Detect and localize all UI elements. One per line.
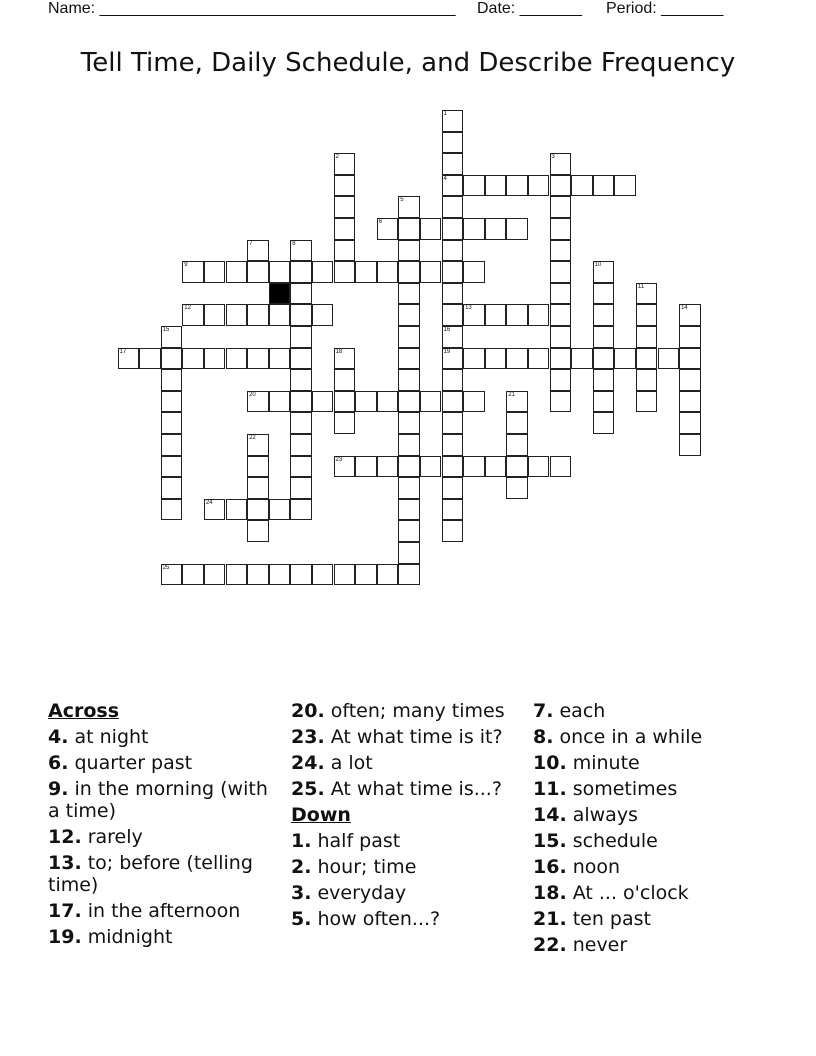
clue-text: in the afternoon (81, 900, 241, 922)
grid-cell[interactable] (355, 564, 377, 586)
grid-cell[interactable] (442, 110, 464, 132)
clue-number: 23 (335, 456, 343, 463)
grid-cell[interactable] (636, 369, 658, 391)
clue-number-label: 22. (533, 934, 567, 956)
grid-cell[interactable] (161, 348, 183, 370)
grid-cell[interactable] (226, 348, 248, 370)
grid-cell[interactable] (506, 456, 528, 478)
grid-cell[interactable] (118, 348, 140, 370)
clue-number-label: 18. (533, 882, 567, 904)
clue-text: At what time is...? (324, 778, 502, 800)
grid-cell[interactable] (636, 304, 658, 326)
grid-cell[interactable] (290, 456, 312, 478)
grid-cell[interactable] (290, 261, 312, 283)
grid-cell[interactable] (442, 499, 464, 521)
grid-cell[interactable] (420, 261, 442, 283)
grid-cell[interactable] (398, 542, 420, 564)
down-clue (533, 830, 769, 852)
grid-cell[interactable] (506, 218, 528, 240)
grid-cell[interactable] (485, 218, 507, 240)
down-clue (533, 752, 769, 774)
grid-cell[interactable] (204, 304, 226, 326)
grid-cell[interactable] (398, 326, 420, 348)
grid-cell[interactable] (550, 261, 572, 283)
grid-cell[interactable] (247, 477, 269, 499)
grid-cell[interactable] (614, 175, 636, 197)
grid-cell[interactable] (550, 218, 572, 240)
grid-cell[interactable] (334, 456, 356, 478)
grid-cell[interactable] (398, 261, 420, 283)
grid-cell[interactable] (182, 348, 204, 370)
grid-cell[interactable] (247, 261, 269, 283)
grid-cell[interactable] (636, 326, 658, 348)
across-clue (48, 826, 284, 848)
grid-cell[interactable] (658, 348, 680, 370)
grid-cell[interactable] (679, 369, 701, 391)
grid-cell[interactable] (290, 391, 312, 413)
clue-text: hour; time (311, 856, 417, 878)
grid-cell[interactable] (247, 304, 269, 326)
grid-cell[interactable] (334, 153, 356, 175)
clue-number: 8 (292, 240, 296, 247)
clue-number: 14 (681, 305, 688, 312)
clue-number-label: 25. (291, 778, 325, 800)
grid-cell[interactable] (485, 348, 507, 370)
grid-cell[interactable] (463, 175, 485, 197)
grid-cell[interactable] (485, 175, 507, 197)
grid-cell[interactable] (226, 499, 248, 521)
grid-cell[interactable] (528, 456, 550, 478)
clue-number-label: 20. (291, 700, 325, 722)
clue-number: 22 (249, 435, 256, 441)
clue-number-label: 9. (48, 778, 69, 800)
grid-cell[interactable] (593, 175, 615, 197)
grid-cell[interactable] (442, 520, 464, 542)
grid-cell[interactable] (269, 304, 291, 326)
grid-cell[interactable] (442, 132, 464, 154)
clue-number-label: 8. (533, 726, 554, 748)
clue-number-label: 6. (48, 752, 69, 774)
grid-cell[interactable] (247, 434, 269, 456)
clue-text: half past (311, 830, 401, 852)
grid-cell[interactable] (398, 283, 420, 305)
grid-cell[interactable] (593, 283, 615, 305)
grid-cell[interactable] (636, 348, 658, 370)
clue-text: sometimes (566, 778, 678, 800)
grid-cell[interactable] (334, 348, 356, 370)
clue-number-label: 21. (533, 908, 567, 930)
grid-cell[interactable] (571, 175, 593, 197)
grid-cell[interactable] (442, 412, 464, 434)
grid-cell[interactable] (269, 348, 291, 370)
clue-number-label: 12. (48, 826, 82, 848)
grid-cell[interactable] (420, 391, 442, 413)
grid-cell[interactable] (442, 304, 464, 326)
grid-cell[interactable] (226, 564, 248, 586)
clue-number: 25 (162, 564, 170, 571)
grid-cell[interactable] (463, 456, 485, 478)
grid-cell[interactable] (290, 499, 312, 521)
grid-cell[interactable] (550, 175, 572, 197)
grid-cell[interactable] (442, 240, 464, 262)
grid-cell[interactable] (398, 412, 420, 434)
grid-cell[interactable] (550, 326, 572, 348)
across-clue (48, 852, 284, 896)
black-cell (269, 283, 291, 305)
clue-text: a lot (324, 752, 373, 774)
grid-cell[interactable] (506, 477, 528, 499)
grid-cell[interactable] (290, 369, 312, 391)
grid-cell[interactable] (398, 564, 420, 586)
clue-number-label: 1. (291, 830, 312, 852)
grid-cell[interactable] (679, 391, 701, 413)
grid-cell[interactable] (334, 196, 356, 218)
grid-cell[interactable] (506, 348, 528, 370)
grid-cell[interactable] (442, 218, 464, 240)
down-clue (533, 934, 769, 956)
clue-number: 20 (249, 391, 256, 398)
grid-cell[interactable] (398, 240, 420, 262)
clue-text: to; before (telling time) (48, 852, 253, 896)
clue-number: 3 (551, 154, 555, 161)
grid-cell[interactable] (593, 369, 615, 391)
grid-cell[interactable] (463, 261, 485, 283)
down-clue (533, 882, 769, 904)
clue-number: 24 (205, 499, 213, 506)
grid-cell[interactable] (161, 369, 183, 391)
grid-cell[interactable] (679, 326, 701, 348)
clue-text: each (553, 700, 606, 722)
grid-cell[interactable] (614, 348, 636, 370)
clue-column-1 (48, 700, 284, 952)
clue-number-label: 24. (291, 752, 325, 774)
clue-text: ten past (566, 908, 651, 930)
clue-number-label: 5. (291, 908, 312, 930)
clue-number: 6 (378, 219, 383, 225)
grid-cell[interactable] (506, 434, 528, 456)
clue-number: 13 (465, 305, 472, 312)
grid-cell[interactable] (355, 391, 377, 413)
down-clue (291, 856, 527, 878)
grid-cell[interactable] (398, 499, 420, 521)
grid-cell[interactable] (679, 304, 701, 326)
grid-cell[interactable] (506, 412, 528, 434)
grid-cell[interactable] (571, 348, 593, 370)
grid-cell[interactable] (290, 240, 312, 262)
grid-cell[interactable] (398, 218, 420, 240)
clue-text: always (566, 804, 638, 826)
grid-cell[interactable] (398, 391, 420, 413)
grid-cell[interactable] (334, 261, 356, 283)
clue-number-label: 11. (533, 778, 567, 800)
clue-number: 9 (184, 262, 188, 269)
grid-cell[interactable] (334, 240, 356, 262)
page-title: Tell Time, Daily Schedule, and Describe Frequency (80, 48, 736, 78)
clue-text: often; many times (324, 700, 505, 722)
grid-cell[interactable] (290, 434, 312, 456)
grid-cell[interactable] (636, 283, 658, 305)
grid-cell[interactable] (204, 348, 226, 370)
clue-number: 15 (162, 327, 170, 333)
grid-cell[interactable] (550, 240, 572, 262)
across-clue (291, 726, 527, 748)
grid-cell[interactable] (269, 499, 291, 521)
clue-number: 4 (443, 175, 447, 182)
grid-cell[interactable] (290, 477, 312, 499)
clue-number: 11 (637, 283, 645, 290)
grid-cell[interactable] (679, 412, 701, 434)
across-clue (48, 900, 284, 922)
clue-column-3 (533, 700, 769, 960)
grid-cell[interactable] (377, 261, 399, 283)
clue-text: once in a while (553, 726, 703, 748)
clue-text: schedule (566, 830, 658, 852)
grid-cell[interactable] (442, 434, 464, 456)
grid-cell[interactable] (550, 391, 572, 413)
grid-cell[interactable] (334, 412, 356, 434)
grid-cell[interactable] (398, 434, 420, 456)
clue-number-label: 16. (533, 856, 567, 878)
clue-column-2 (291, 700, 527, 934)
clue-text: noon (566, 856, 621, 878)
grid-cell[interactable] (550, 196, 572, 218)
clue-number-label: 4. (48, 726, 69, 748)
grid-cell[interactable] (247, 456, 269, 478)
clue-number: 18 (335, 348, 343, 355)
grid-cell[interactable] (334, 218, 356, 240)
across-clue (291, 778, 527, 800)
grid-cell[interactable] (290, 283, 312, 305)
grid-cell[interactable] (247, 499, 269, 521)
grid-cell[interactable] (334, 391, 356, 413)
grid-cell[interactable] (377, 218, 399, 240)
grid-cell[interactable] (139, 348, 161, 370)
grid-cell[interactable] (161, 477, 183, 499)
clue-number: 16 (443, 327, 451, 333)
clue-text: midnight (81, 926, 173, 948)
clue-number-label: 7. (533, 700, 554, 722)
clue-number: 10 (594, 262, 602, 269)
clue-text: At ... o'clock (566, 882, 689, 904)
grid-cell[interactable] (593, 261, 615, 283)
grid-cell[interactable] (247, 520, 269, 542)
grid-cell[interactable] (593, 304, 615, 326)
clue-number: 1 (443, 111, 447, 117)
clue-number: 12 (184, 305, 191, 312)
grid-cell[interactable] (420, 456, 442, 478)
grid-cell[interactable] (182, 261, 204, 283)
grid-cell[interactable] (290, 348, 312, 370)
grid-cell[interactable] (506, 175, 528, 197)
grid-cell[interactable] (161, 564, 183, 586)
clue-number-label: 2. (291, 856, 312, 878)
grid-cell[interactable] (355, 456, 377, 478)
grid-cell[interactable] (182, 564, 204, 586)
grid-cell[interactable] (528, 304, 550, 326)
down-clue (533, 726, 769, 748)
grid-cell[interactable] (398, 520, 420, 542)
grid-cell[interactable] (506, 391, 528, 413)
grid-cell[interactable] (290, 326, 312, 348)
grid-cell[interactable] (420, 218, 442, 240)
across-clue (291, 752, 527, 774)
grid-cell[interactable] (442, 326, 464, 348)
grid-cell[interactable] (204, 564, 226, 586)
grid-cell[interactable] (312, 261, 334, 283)
grid-cell[interactable] (463, 304, 485, 326)
across-clue (48, 778, 284, 822)
grid-cell[interactable] (182, 304, 204, 326)
grid-cell[interactable] (485, 304, 507, 326)
grid-cell[interactable] (550, 304, 572, 326)
grid-cell[interactable] (398, 304, 420, 326)
grid-cell[interactable] (442, 348, 464, 370)
grid-cell[interactable] (442, 369, 464, 391)
clue-number-label: 23. (291, 726, 325, 748)
down-clue (533, 700, 769, 722)
clue-text: At what time is it? (324, 726, 503, 748)
grid-cell[interactable] (593, 391, 615, 413)
down-clue (533, 908, 769, 930)
grid-cell[interactable] (679, 434, 701, 456)
period-field-label[interactable]: Period: _______ (606, 0, 724, 17)
grid-cell[interactable] (550, 153, 572, 175)
grid-cell[interactable] (204, 261, 226, 283)
grid-cell[interactable] (442, 477, 464, 499)
grid-cell[interactable] (463, 391, 485, 413)
clue-number-label: 15. (533, 830, 567, 852)
grid-cell[interactable] (161, 499, 183, 521)
grid-cell[interactable] (463, 348, 485, 370)
clue-text: in the morning (with a time) (48, 778, 268, 822)
clue-text: how often...? (311, 908, 441, 930)
grid-cell[interactable] (226, 304, 248, 326)
grid-cell[interactable] (269, 261, 291, 283)
grid-cell[interactable] (442, 196, 464, 218)
down-clue (533, 778, 769, 800)
clue-text: never (566, 934, 628, 956)
clue-number-label: 13. (48, 852, 82, 874)
clue-number: 5 (400, 197, 404, 204)
grid-cell[interactable] (161, 434, 183, 456)
grid-cell[interactable] (269, 391, 291, 413)
grid-cell[interactable] (442, 261, 464, 283)
grid-cell[interactable] (204, 499, 226, 521)
down-clue (291, 830, 527, 852)
grid-cell[interactable] (442, 391, 464, 413)
grid-cell[interactable] (290, 564, 312, 586)
grid-cell[interactable] (679, 348, 701, 370)
across-clue (48, 926, 284, 948)
grid-cell[interactable] (161, 412, 183, 434)
grid-cell[interactable] (398, 196, 420, 218)
across-clue (48, 726, 284, 748)
grid-cell[interactable] (442, 283, 464, 305)
clue-number: 2 (335, 154, 339, 161)
down-heading: Down (291, 804, 351, 826)
across-clue (48, 752, 284, 774)
grid-cell[interactable] (550, 348, 572, 370)
down-clue (291, 908, 527, 930)
grid-cell[interactable] (636, 391, 658, 413)
grid-cell[interactable] (377, 391, 399, 413)
grid-cell[interactable] (528, 175, 550, 197)
date-field-label[interactable]: Date: _______ (477, 0, 582, 17)
down-clue (291, 882, 527, 904)
grid-cell[interactable] (226, 261, 248, 283)
grid-cell[interactable] (290, 412, 312, 434)
grid-cell[interactable] (550, 283, 572, 305)
grid-cell[interactable] (506, 304, 528, 326)
grid-cell[interactable] (593, 326, 615, 348)
grid-cell[interactable] (442, 456, 464, 478)
grid-cell[interactable] (161, 326, 183, 348)
clue-number: 7 (249, 240, 253, 247)
grid-cell[interactable] (161, 391, 183, 413)
grid-cell[interactable] (398, 348, 420, 370)
grid-cell[interactable] (247, 564, 269, 586)
grid-cell[interactable] (247, 240, 269, 262)
grid-cell[interactable] (377, 456, 399, 478)
name-field-label[interactable]: Name: ________________________________________ (48, 0, 456, 17)
clue-number: 17 (119, 348, 127, 355)
clue-number: 19 (443, 348, 451, 355)
grid-cell[interactable] (161, 456, 183, 478)
grid-cell[interactable] (463, 218, 485, 240)
grid-cell[interactable] (377, 564, 399, 586)
grid-cell[interactable] (290, 304, 312, 326)
clue-number-label: 10. (533, 752, 567, 774)
clue-text: at night (68, 726, 149, 748)
grid-cell[interactable] (312, 304, 334, 326)
grid-cell[interactable] (593, 348, 615, 370)
grid-cell[interactable] (593, 412, 615, 434)
across-heading: Across (48, 700, 120, 722)
grid-cell[interactable] (312, 564, 334, 586)
grid-cell[interactable] (398, 456, 420, 478)
down-clue (533, 856, 769, 878)
clue-text: rarely (81, 826, 143, 848)
grid-cell[interactable] (312, 391, 334, 413)
grid-cell[interactable] (550, 369, 572, 391)
clue-number: 21 (508, 391, 515, 398)
clue-text: quarter past (68, 752, 193, 774)
grid-cell[interactable] (247, 391, 269, 413)
grid-cell[interactable] (334, 175, 356, 197)
across-clue (291, 700, 527, 722)
clue-text: minute (566, 752, 640, 774)
grid-cell[interactable] (528, 348, 550, 370)
clue-number-label: 3. (291, 882, 312, 904)
down-clue (533, 804, 769, 826)
grid-cell[interactable] (442, 175, 464, 197)
clue-number-label: 19. (48, 926, 82, 948)
grid-cell[interactable] (355, 261, 377, 283)
clue-number-label: 14. (533, 804, 567, 826)
grid-cell[interactable] (442, 153, 464, 175)
grid-cell[interactable] (398, 477, 420, 499)
grid-cell[interactable] (334, 564, 356, 586)
clue-number-label: 17. (48, 900, 82, 922)
grid-cell[interactable] (550, 456, 572, 478)
grid-cell[interactable] (485, 456, 507, 478)
clue-text: everyday (311, 882, 407, 904)
grid-cell[interactable] (269, 564, 291, 586)
grid-cell[interactable] (334, 369, 356, 391)
grid-cell[interactable] (398, 369, 420, 391)
grid-cell[interactable] (247, 348, 269, 370)
